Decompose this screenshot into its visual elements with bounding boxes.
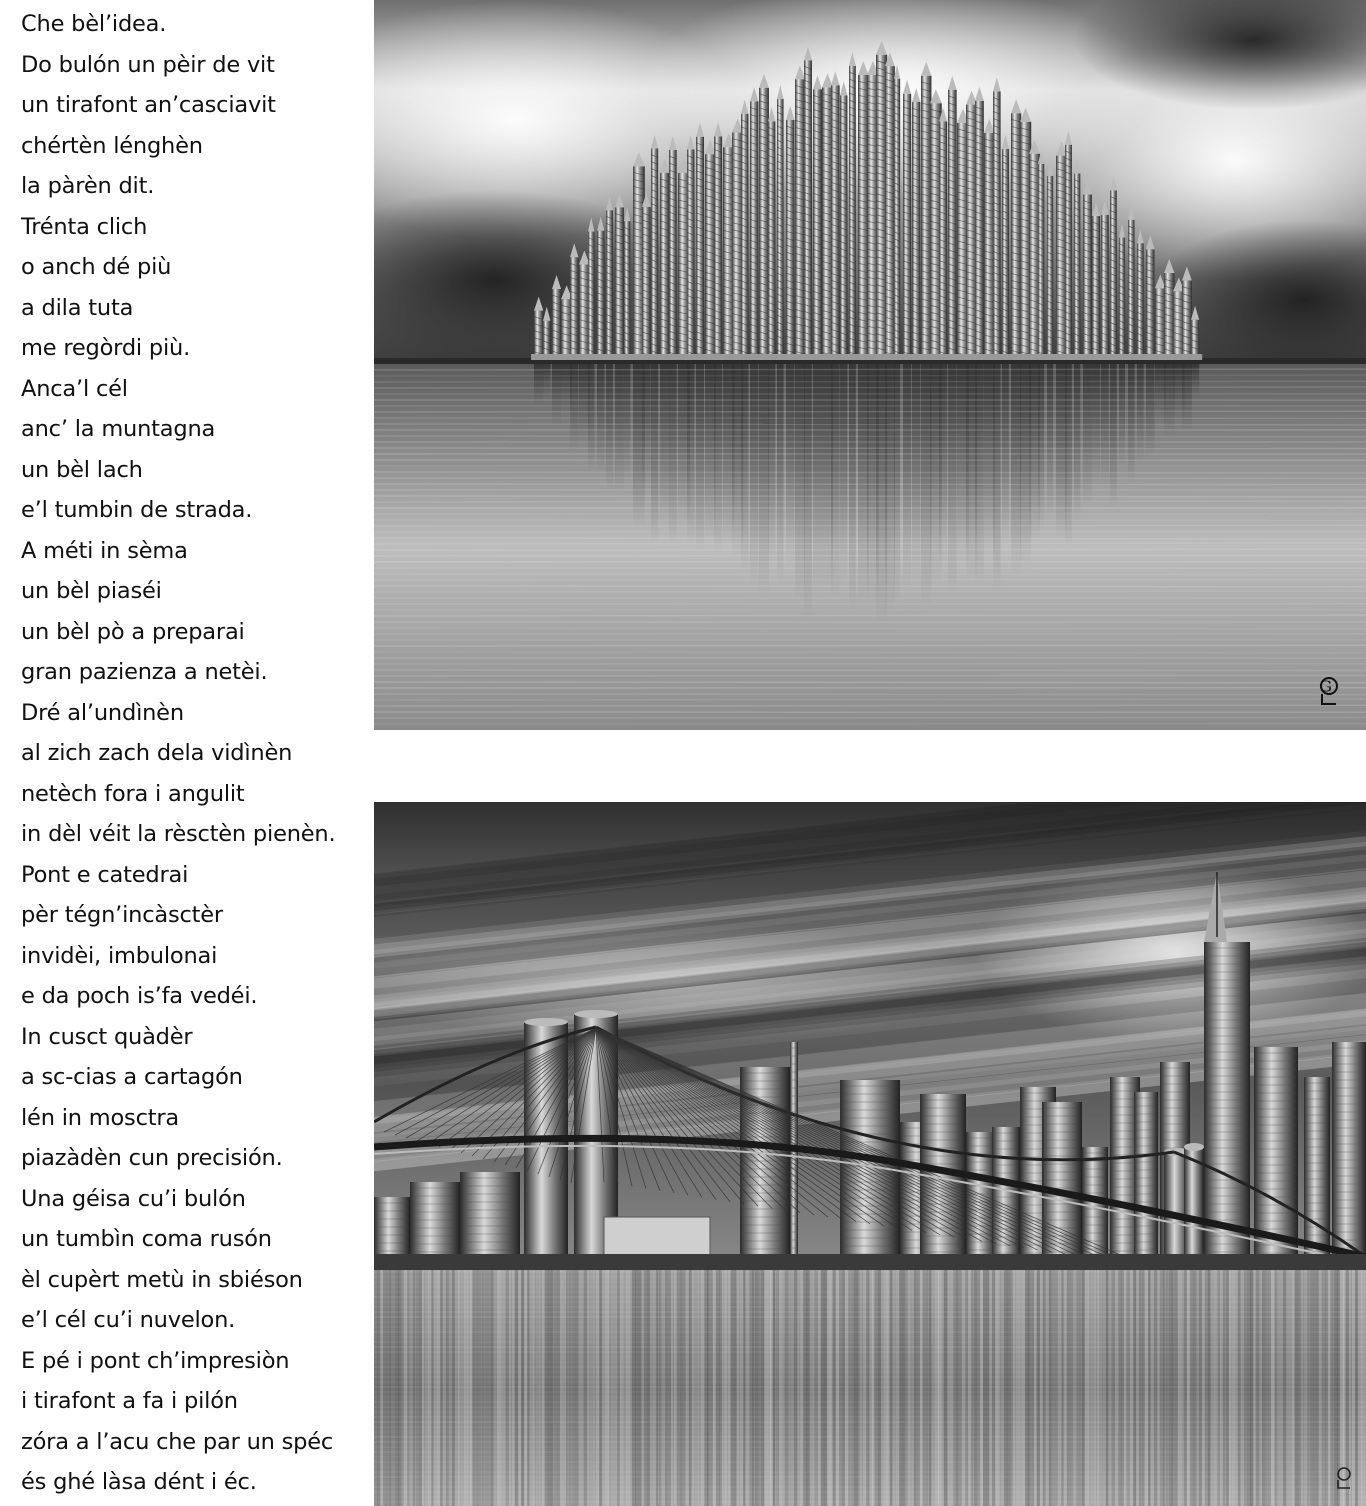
bridge-skyline-image [374, 802, 1366, 1506]
poem-line: Anca’l cél [21, 375, 128, 402]
poem-line: èl cupèrt metù in sbiéson [21, 1266, 303, 1293]
poem-line: i tirafont a fa i pilón [21, 1388, 238, 1414]
poem-line: a dila tuta [21, 294, 134, 321]
poem-line: o anch dé più [21, 254, 172, 280]
poem-line: me regòrdi più. [21, 335, 191, 361]
poem-line: Dré al’undìnèn [21, 699, 184, 726]
poem-line: Una géisa cu’i bulón [21, 1185, 246, 1212]
poem-line: un tirafont an’casciavit [21, 92, 276, 118]
poem-line: e da poch is’fa vedéi. [21, 983, 258, 1009]
poem-line: al zich zach dela vidìnèn [21, 740, 293, 766]
poem-line: a sc-cias a cartagón [21, 1064, 243, 1090]
poem-line: un bèl piaséi [21, 578, 162, 604]
poem-line: un tumbìn coma rusón [21, 1226, 272, 1252]
poem-line: és ghé làsa dént i éc. [21, 1469, 257, 1495]
poem-line: Trénta clich [21, 213, 148, 240]
screw-skyline-artwork [374, 0, 1366, 730]
poem-line: netèch fora i angulit [21, 780, 245, 807]
poem-line: un bèl lach [21, 456, 143, 483]
poem-line: e’l tumbin de strada. [21, 497, 253, 523]
poem-line: e’l cél cu’i nuvelon. [21, 1307, 236, 1333]
poem-line: invidèi, imbulonai [21, 942, 218, 969]
poem-line: In cusct quàdèr [21, 1023, 193, 1050]
bridge-skyline-artwork [374, 802, 1366, 1506]
screw-skyline-image [374, 0, 1366, 730]
poem-line: chértèn lénghèn [21, 132, 203, 159]
poem-line: Pont e catedrai [21, 861, 189, 888]
poem-line: zóra a l’acu che par un spéc [21, 1428, 334, 1455]
poem-line: pèr tégn’incàsctèr [21, 902, 223, 928]
poem-line: un bèl pò a preparai [21, 618, 245, 645]
poem-line: lén in mosctra [21, 1104, 180, 1131]
poem-line: anc’ la muntagna [21, 416, 216, 442]
poem-line: A méti in sèma [21, 537, 188, 564]
poem-line: in dèl véit la rèsctèn pienèn. [21, 821, 336, 847]
poem-line: E pé i pont ch’impresiòn [21, 1347, 290, 1374]
poem-text [21, 4, 366, 1503]
poem-line: Che bèl’idea. [21, 11, 167, 37]
poem-line: gran pazienza a netèi. [21, 659, 268, 685]
poem-line: piazàdèn cun precisión. [21, 1145, 283, 1171]
poem-line: la pàrèn dit. [21, 173, 155, 199]
svg-text:ᴳ: ᴳ [1319, 677, 1333, 707]
poem-line: Do bulón un pèir de vit [21, 51, 275, 78]
